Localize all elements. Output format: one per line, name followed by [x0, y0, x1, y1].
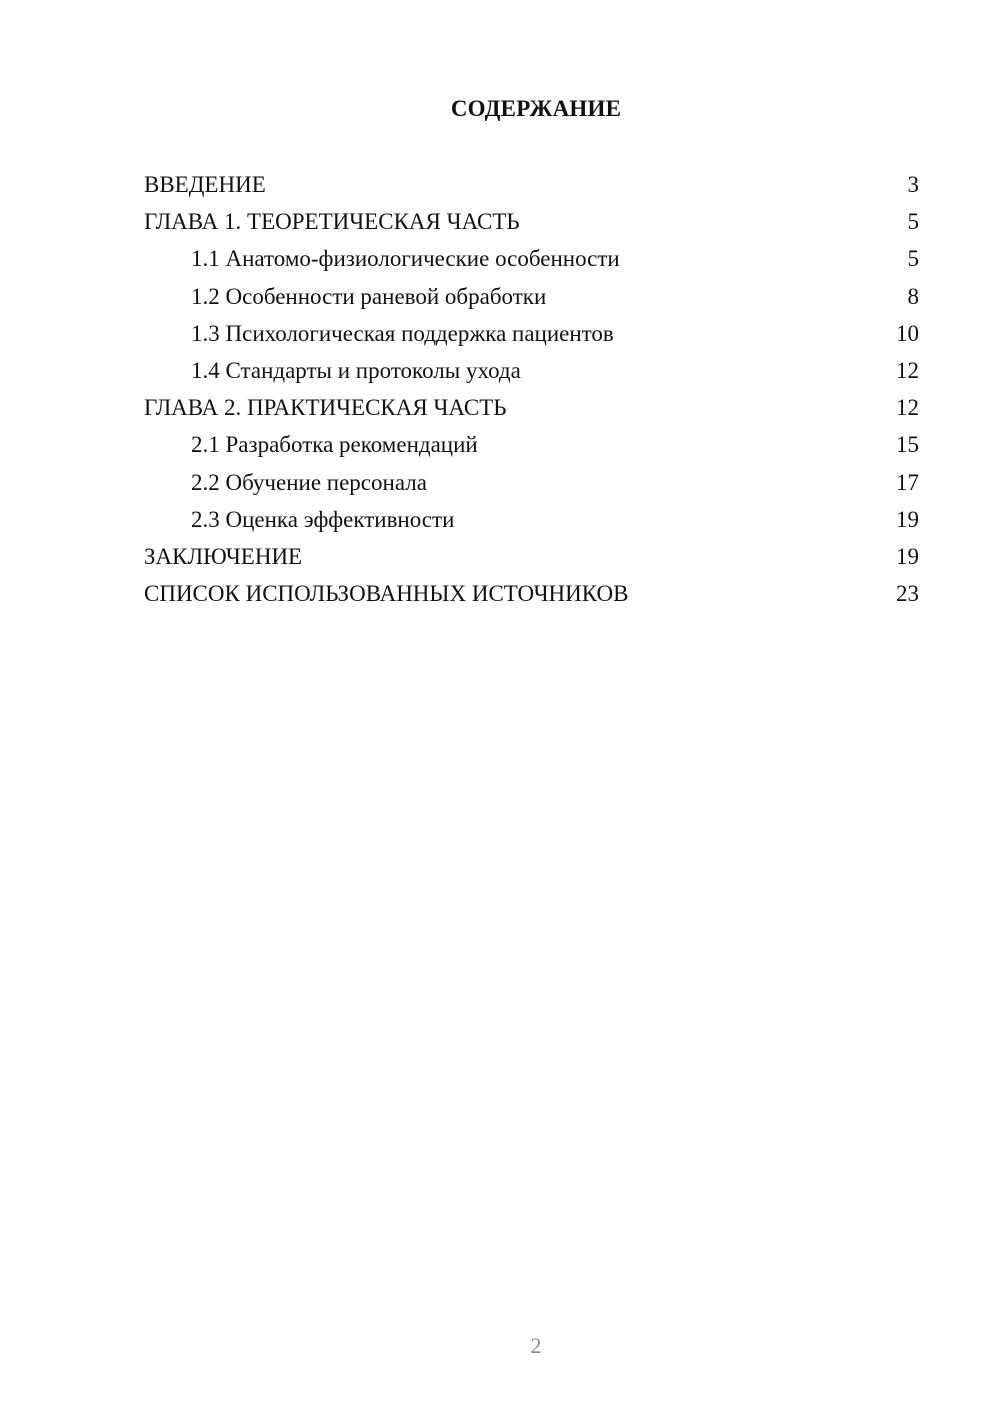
- toc-entry: [144, 426, 919, 463]
- toc-entry: [144, 240, 919, 277]
- toc-entry-label: 1.1 Анатомо-физиологические особенности: [191, 246, 620, 272]
- toc-entry-label: 2.2 Обучение персонала: [191, 469, 427, 495]
- toc-entry: [144, 389, 919, 426]
- toc-entry-label: 1.4 Стандарты и протоколы ухода: [191, 357, 521, 383]
- toc-entry-label: ВВЕДЕНИЕ: [144, 172, 266, 197]
- toc-entry-page: 5: [907, 246, 919, 272]
- toc-entry: [144, 315, 919, 352]
- toc-entry-label: 1.3 Психологическая поддержка пациентов: [191, 320, 614, 346]
- toc-title: СОДЕРЖАНИЕ: [450, 96, 622, 121]
- toc-entry: [144, 352, 919, 389]
- toc-entry-page: 15: [896, 432, 919, 458]
- toc-entry: [144, 203, 919, 240]
- toc-entry: [144, 575, 919, 612]
- toc-entry-page: 19: [896, 506, 919, 532]
- toc-entry-label: ГЛАВА 2. ПРАКТИЧЕСКАЯ ЧАСТЬ: [144, 395, 507, 421]
- toc-entry: [144, 278, 919, 315]
- toc-entry: [144, 501, 919, 538]
- page-number: 2: [530, 1333, 542, 1358]
- toc-entry: [144, 538, 919, 575]
- toc-entry-label: ГЛАВА 1. ТЕОРЕТИЧЕСКАЯ ЧАСТЬ: [144, 209, 520, 235]
- toc-entry-label: 2.3 Оценка эффективности: [191, 506, 455, 532]
- toc-entry-page: 23: [896, 581, 919, 607]
- toc-entry-label: СПИСОК ИСПОЛЬЗОВАННЫХ ИСТОЧНИКОВ: [144, 581, 629, 607]
- toc-entry-page: 8: [907, 283, 919, 309]
- toc-entry: [144, 166, 919, 203]
- toc-entry-page: 10: [896, 320, 919, 346]
- toc-entry-page: 12: [896, 395, 919, 421]
- table-of-contents: [144, 166, 919, 612]
- toc-entry-page: 5: [907, 209, 919, 235]
- toc-entry-page: 19: [896, 543, 919, 569]
- toc-entry: [144, 464, 919, 501]
- toc-entry-page: 3: [907, 172, 919, 197]
- toc-entry-label: 1.2 Особенности раневой обработки: [191, 283, 547, 309]
- toc-entry-label: 2.1 Разработка рекомендаций: [191, 432, 478, 458]
- toc-entry-page: 12: [896, 357, 919, 383]
- toc-entry-label: ЗАКЛЮЧЕНИЕ: [144, 543, 303, 569]
- toc-entry-page: 17: [896, 469, 919, 495]
